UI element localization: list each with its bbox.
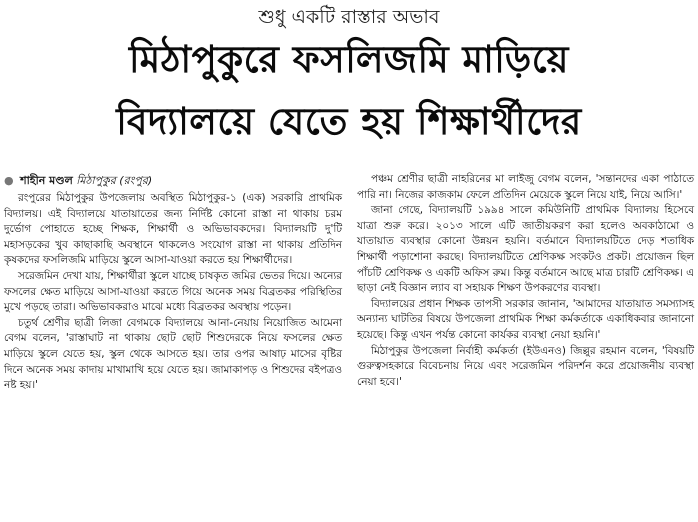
- left-column: [4, 172, 342, 394]
- byline: [4, 172, 342, 189]
- paragraph: সরেজমিন দেখা যায়, শিক্ষার্থীরা স্কুলে যাচ্ছে চাষকৃত জমির ভেতর দিয়ে। অন্যের ফসলের ক্ষেত মাড়িয়ে আসা-যাওয়া করতে গিয়ে অনেক সময় বিব্রতকর পরিস্থিতির মুখে পড়ছে তারা। অভিভাবকরাও মাঝে মধ্যে বিব্রতকর অবস্থায় পড়েন।: [4, 269, 342, 314]
- headline-line-2: বিদ্যালয়ে যেতে হয় শিক্ষার্থীদের: [116, 100, 582, 143]
- dateline-location: মিঠাপুকুর (রংপুর): [76, 174, 153, 187]
- paragraph: রংপুরের মিঠাপুকুর উপজেলায় অবস্থিত মিঠাপুকুর-১ (এক) সরকারি প্রাথমিক বিদ্যালয়। এই বিদ্যালয়ে যাতায়াতের জন্য নির্দিষ্ট কোনো রাস্তা না থাকায় চরম দুর্ভোগ পোহাতে হচ্ছে শিক্ষক, শিক্ষার্থী ও অভিভাবকদের। বিদ্যালয়টি দু'টি মহাসড়কের খুব কাছাকাছি অবস্থানে থাকলেও সংযোগ রাস্তা না থাকায় প্রতিদিন কৃষকদের ফসলিজমি মাড়িয়ে স্কুলে আসা-যাওয়া করতে হয় শিক্ষার্থীদের।: [4, 192, 342, 267]
- paragraph: মিঠাপুকুর উপজেলা নির্বাহী কর্মকর্তা (ইউএনও) জিল্লুর রহমান বলেন, 'বিষয়টি গুরুত্বসহকারে বিবেচনায় নিয়ে এবং সরেজমিন পরিদর্শন করে প্রয়োজনীয় ব্যবস্থা নেয়া হবে।': [357, 344, 694, 388]
- paragraph: জানা গেছে, বিদ্যালয়টি ১৯৯৪ সালে কমিউনিটি প্রাথমিক বিদ্যালয় হিসেবে যাত্রা শুরু করে। ২০১৩ সালে এটি জাতীয়করণ করা হলেও অবকাঠামো ও যাতায়াত ব্যবস্থার কোনো উন্নয়ন হয়নি। বর্তমানে বিদ্যালয়টিতে দেড় শতাধিক শিক্ষার্থী পড়াশোনা করছে। বিদ্যালয়টিতে শ্রেণিকক্ষ সংকটও প্রকট। প্রয়োজন ছিল পাঁচটি শ্রেণিকক্ষ ও একটি অফিস রুম। কিন্তু বর্তমানে আছে মাত্র চারটি শ্রেণিকক্ষ। এ ছাড়া নেই বিজ্ঞান ল্যাব বা সহায়ক শিক্ষণ উপকরণের ব্যবস্থা।: [357, 204, 694, 295]
- paragraph: চতুর্থ শ্রেণীর ছাত্রী লিজা বেগমকে বিদ্যালয়ে আনা-নেয়ায় নিয়োজিত আমেনা বেগম বলেন, 'রাস্তাঘাট না থাকায় ছোট ছোট শিশুদেরকে নিয়ে ফসলের ক্ষেত মাড়িয়ে স্কুলে যেতে হয়, স্কুল থেকে আসতে হয়। তার ওপর আষাঢ় মাসের বৃষ্টির দিনে অনেক সময় কাদায় মাখামাখি হয়ে যেতে হয়। জামাকাপড় ও শিশুদের বইপত্রও নষ্ট হয়।': [4, 316, 342, 392]
- headline-line-1: মিঠাপুকুরে ফসলিজমি মাড়িয়ে: [129, 38, 569, 81]
- byline-bullet: ●: [4, 174, 14, 187]
- paragraph: বিদ্যালয়ের প্রধান শিক্ষক তাপসী সরকার জানান, 'আমাদের যাতায়াত সমস্যাসহ অন্যান্য ঘাটতির বিষয়ে উপজেলা প্রাথমিক শিক্ষা কর্মকর্তাকে একাধিকবার জানানো হয়েছে। কিন্তু এখন পর্যন্ত কোনো কার্যকর ব্যবস্থা নেয়া হয়নি।': [357, 297, 694, 341]
- paragraph: পঞ্চম শ্রেণীর ছাত্রী নাহরিনের মা লাইজু বেগম বলেন, 'সন্তানদের একা পাঠাতে পারি না। নিজের কাজকাম ফেলে প্রতিদিন মেয়েকে স্কুলে নিয়ে যাই, নিয়ে আসি।': [357, 173, 694, 201]
- kicker: শুধু একটি রাস্তার অভাব: [258, 6, 440, 28]
- author-name: শাহীন মণ্ডল: [20, 174, 73, 187]
- right-column: [357, 172, 694, 390]
